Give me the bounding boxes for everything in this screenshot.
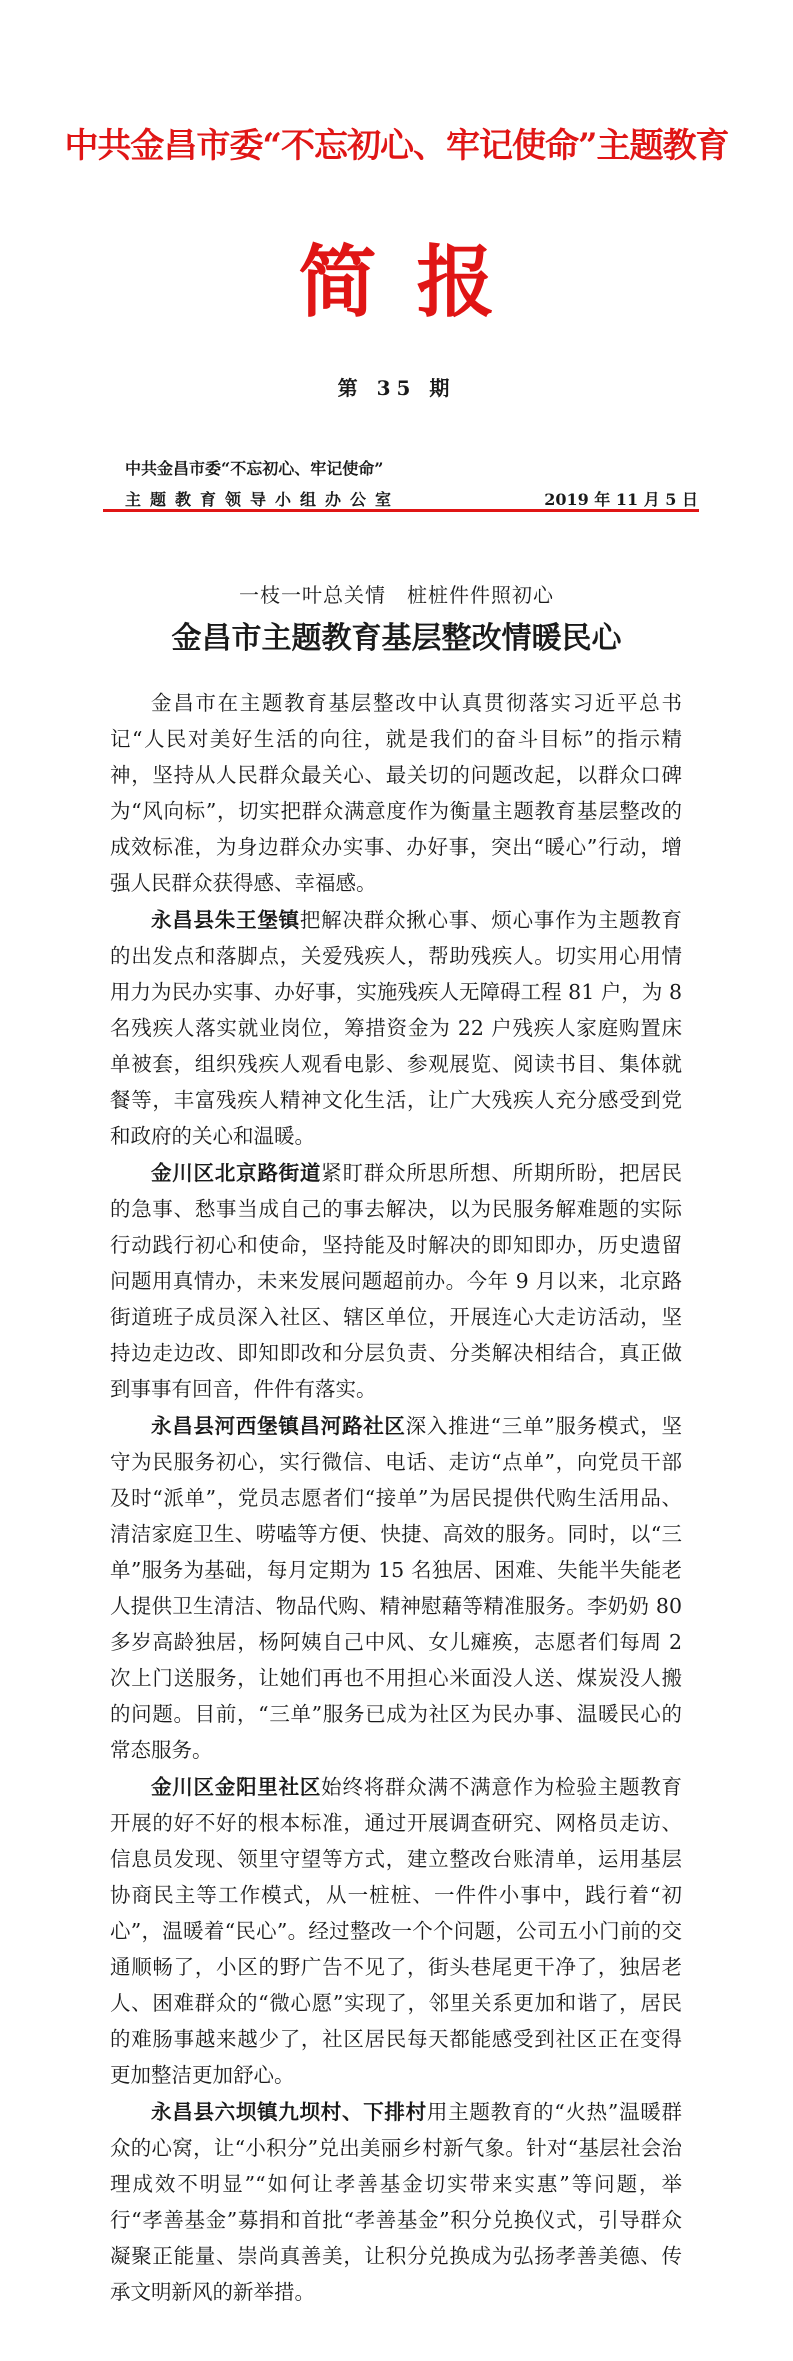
- brief-heading: 简报: [298, 237, 535, 328]
- paragraph-text: 把解决群众揪心事、烦心事作为主题教育的出发点和落脚点，关爱残疾人，帮助残疾人。切实用心用情用力为民办实事、办好事，实施残疾人无障碍工程 81 户，为 8 名残疾人落实就业岗位，筹措资金为 22 户残疾人家庭购置床单被套，组织残疾人观看电影、参观展览、阅读书目、集体就餐等，丰富残疾人精神文化生活，让广大残疾人充分感受到党和政府的关心和温暖。: [110, 908, 683, 1148]
- issue-number: 第 35 期: [337, 376, 456, 400]
- article-title: 金昌市主题教育基层整改情暖民心: [171, 621, 622, 656]
- org-line-1: 中共金昌市委“不忘初心、牢记使命”: [125, 459, 384, 478]
- article-body: [110, 685, 682, 2311]
- paragraph-text: 金昌市在主题教育基层整改中认真贯彻落实习近平总书记“人民对美好生活的向往，就是我们的奋斗目标”的指示精神，坚持从人民群众最关心、最关切的问题改起，以群众口碑为“风向标”，切实把群众满意度作为衡量主题教育基层整改的成效标准，为身边群众办实事、办好事，突出“暖心”行动，增强人民群众获得感、幸福感。: [110, 691, 682, 895]
- paragraph-lead: 永昌县朱王堡镇: [151, 908, 300, 932]
- paragraph: [110, 1769, 682, 2093]
- paragraph-text: 紧盯群众所思所想、所期所盼，把居民的急事、愁事当成自己的事去解决，以为民服务解难题的实际行动践行初心和使命，坚持能及时解决的即知即办，历史遗留问题用真情办，未来发展问题超前办。今年 9 月以来，北京路街道班子成员深入社区、辖区单位，开展连心大走访活动，坚持边走边改、即知即改和分层负责、分类解决相结合，真正做到事事有回音，件件有落实。: [110, 1161, 683, 1401]
- paragraph: [110, 2094, 682, 2310]
- paragraph-lead: 金川区金阳里社区: [151, 1775, 322, 1799]
- paragraph-lead: 永昌县六坝镇九坝村、下排村: [151, 2100, 427, 2124]
- paragraph-lead: 永昌县河西堡镇昌河路社区: [151, 1414, 406, 1438]
- paragraph-text: 始终将群众满不满意作为检验主题教育开展的好不好的根本标准，通过开展调查研究、网格员走访、信息员发现、领里守望等方式，建立整改台账清单，运用基层协商民主等工作模式，从一桩桩、一件件小事中，践行着“初心”，温暖着“民心”。经过整改一个个问题，公司五小门前的交通顺畅了，小区的野广告不见了，街头巷尾更干净了，独居老人、困难群众的“微心愿”实现了，邻里关系更加和谐了，居民的难肠事越来越少了，社区居民每天都能感受到社区正在变得更加整洁更加舒心。: [110, 1775, 683, 2087]
- header-title: 中共金昌市委“不忘初心、牢记使命”主题教育: [64, 126, 729, 166]
- article-subtitle: 一枝一叶总关情 桩桩件件照初心: [239, 583, 554, 607]
- paragraph-text: 用主题教育的“火热”温暖群众的心窝，让“小积分”兑出美丽乡村新气象。针对“基层社会治理成效不明显”“如何让孝善基金切实带来实惠”等问题，举行“孝善基金”募捐和首批“孝善基金”积分兑换仪式，引导群众凝聚正能量、崇尚真善美，让积分兑换成为弘扬孝善美德、传承文明新风的新举措。: [110, 2100, 683, 2304]
- paragraph: [110, 902, 682, 1154]
- paragraph-lead: 金川区北京路街道: [151, 1161, 322, 1185]
- paragraph-text: 深入推进“三单”服务模式，坚守为民服务初心，实行微信、电话、走访“点单”，向党员干部及时“派单”，党员志愿者们“接单”为居民提供代购生活用品、清洁家庭卫生、唠嗑等方便、快捷、高效的服务。同时，以“三单”服务为基础，每月定期为 15 名独居、困难、失能半失能老人提供卫生清洁、物品代购、精神慰藉等精准服务。李奶奶 80 多岁高龄独居，杨阿姨自己中风、女儿瘫痪，志愿者们每周 2 次上门送服务，让她们再也不用担心米面没人送、煤炭没人搬的问题。目前，“三单”服务已成为社区为民办事、温暖民心的常态服务。: [110, 1414, 682, 1762]
- red-divider: [103, 509, 699, 512]
- paragraph: [110, 1155, 682, 1407]
- issue-date: 2019 年 11 月 5 日: [544, 490, 698, 509]
- paragraph: [110, 685, 682, 901]
- org-line-2: 主题教育领导小组办公室: [125, 490, 401, 509]
- paragraph: [110, 1408, 682, 1768]
